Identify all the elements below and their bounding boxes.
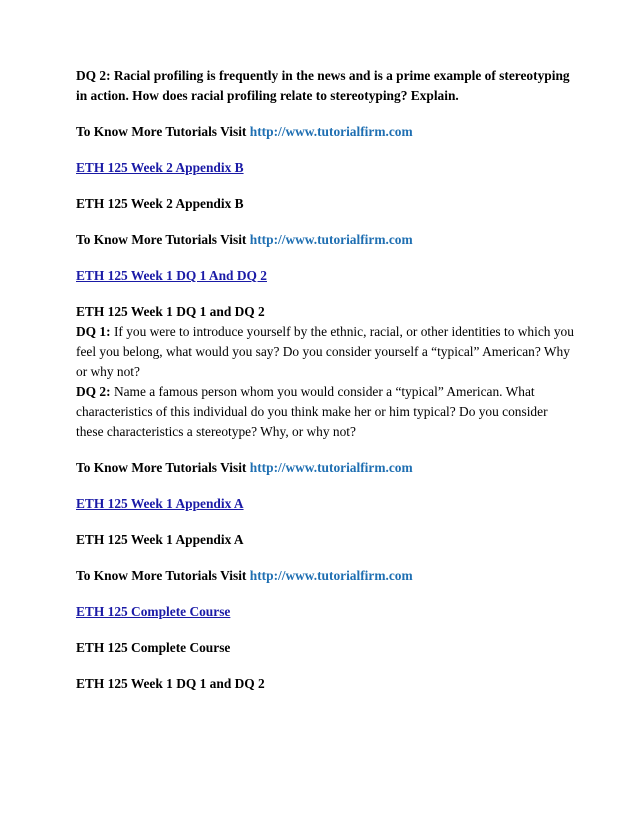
dq1-label: DQ 1:: [76, 324, 111, 339]
visit-prefix: To Know More Tutorials Visit: [76, 232, 250, 247]
visit-line-4: [76, 566, 576, 586]
visit-prefix: To Know More Tutorials Visit: [76, 124, 250, 139]
dq1-text: If you were to introduce yourself by the ethnic, racial, or other identities to which you feel you belong, what would you say? Do you consider yourself a “typical” American? Why or why not?: [76, 324, 574, 379]
tutorial-url-link[interactable]: http://www.tutorialfirm.com: [249, 124, 413, 139]
dq2-intro-paragraph: DQ 2: Racial profiling is frequently in the news and is a prime example of stereotyping in action. How does racial profiling relate to stereotyping? Explain.: [76, 68, 570, 103]
tutorial-url-link[interactable]: http://www.tutorialfirm.com: [249, 568, 413, 583]
dq2-paragraph: [76, 382, 576, 442]
section-link-week1-appendix-a: [76, 494, 576, 514]
complete-course-link[interactable]: ETH 125 Complete Course: [76, 604, 231, 619]
section-title-week1-dq: ETH 125 Week 1 DQ 1 and DQ 2: [76, 304, 265, 319]
tutorial-url-link[interactable]: http://www.tutorialfirm.com: [249, 232, 413, 247]
final-section-title: ETH 125 Week 1 DQ 1 and DQ 2: [76, 676, 265, 691]
visit-line-1: [76, 122, 576, 142]
section-link-week1-dq: [76, 266, 576, 286]
section-link-complete-course: [76, 602, 576, 622]
week1-dq-link[interactable]: ETH 125 Week 1 DQ 1 And DQ 2: [76, 268, 267, 283]
document-page: [76, 66, 576, 710]
section-title-week2-appendix-b: ETH 125 Week 2 Appendix B: [76, 196, 244, 211]
week1-dq-block: [76, 302, 576, 442]
section-link-week2-appendix-b: [76, 158, 576, 178]
dq2-label: DQ 2:: [76, 384, 111, 399]
section-title-week1-appendix-a: ETH 125 Week 1 Appendix A: [76, 532, 244, 547]
dq2-text: Name a famous person whom you would consider a “typical” American. What characteristics of this individual do you think make her or him typical? Do you consider these characteristics a stereotype? Why, or why not?: [76, 384, 548, 439]
visit-prefix: To Know More Tutorials Visit: [76, 460, 250, 475]
section-title-complete-course: ETH 125 Complete Course: [76, 640, 231, 655]
visit-line-3: [76, 458, 576, 478]
visit-prefix: To Know More Tutorials Visit: [76, 568, 250, 583]
week1-appendix-a-link[interactable]: ETH 125 Week 1 Appendix A: [76, 496, 244, 511]
tutorial-url-link[interactable]: http://www.tutorialfirm.com: [249, 460, 413, 475]
week2-appendix-b-link[interactable]: ETH 125 Week 2 Appendix B: [76, 160, 244, 175]
dq1-paragraph: [76, 322, 576, 382]
visit-line-2: [76, 230, 576, 250]
